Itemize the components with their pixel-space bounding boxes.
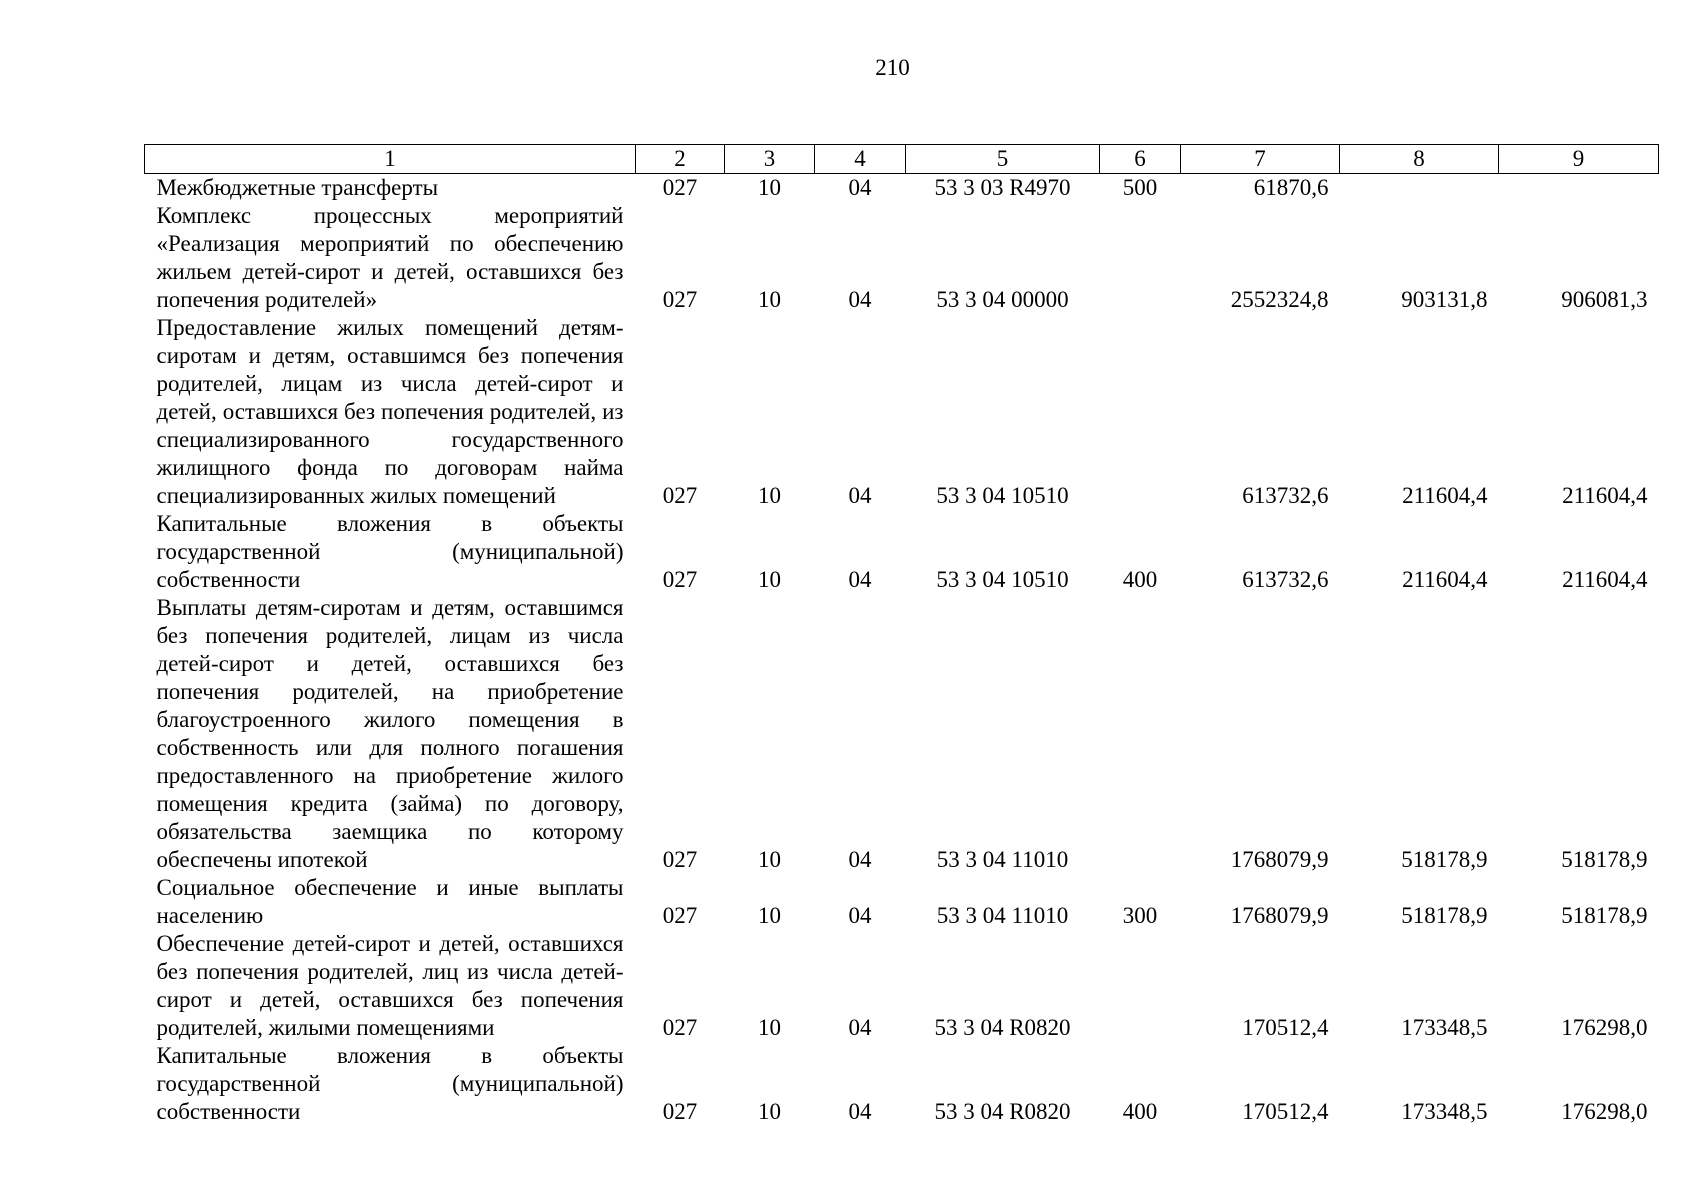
code-2-cell: 027	[662, 1015, 698, 1040]
column-header: 9	[1499, 145, 1659, 174]
code-5-cell: 53 3 03 R4970	[934, 175, 1071, 200]
code-4-cell: 04	[848, 483, 872, 508]
code-5-cell: 53 3 04 R0820	[934, 1015, 1071, 1040]
code-2-cell: 027	[662, 287, 698, 312]
code-5-cell: 53 3 04 10510	[936, 567, 1069, 592]
amount-7-cell: 2552324,8	[1230, 287, 1329, 312]
column-header: 6	[1100, 145, 1181, 174]
amount-8-cell: 173348,5	[1401, 1099, 1488, 1124]
code-5-cell: 53 3 04 R0820	[934, 1099, 1071, 1124]
amount-9-cell: 906081,3	[1561, 287, 1648, 312]
code-3-cell: 10	[758, 903, 781, 928]
code-2-cell: 027	[662, 175, 698, 200]
row-name-cell: Капитальные вложения в объекты государственной (муниципальной) собственности	[156, 1043, 624, 1124]
column-header: 8	[1340, 145, 1499, 174]
code-5-cell: 53 3 04 11010	[936, 903, 1069, 928]
amount-9-cell: 211604,4	[1562, 567, 1648, 592]
table-row	[145, 202, 1659, 314]
amount-9-cell: 518178,9	[1561, 903, 1648, 928]
column-header: 5	[906, 145, 1100, 174]
amount-8-cell: 173348,5	[1401, 1015, 1488, 1040]
code-3-cell: 10	[758, 847, 781, 872]
table-row	[145, 594, 1659, 874]
code-4-cell: 04	[848, 1015, 872, 1040]
table-row	[145, 174, 1659, 203]
amount-9-cell: 518178,9	[1561, 847, 1648, 872]
amount-8-cell: 518178,9	[1401, 903, 1488, 928]
header-row	[145, 145, 1659, 174]
code-4-cell: 04	[848, 287, 872, 312]
code-3-cell: 10	[758, 567, 781, 592]
amount-7-cell: 613732,6	[1242, 483, 1329, 508]
page-number: 210	[875, 55, 910, 80]
row-name-cell: Капитальные вложения в объекты государственной (муниципальной) собственности	[156, 511, 624, 592]
code-6-cell	[1100, 202, 1181, 314]
amount-8-cell: 903131,8	[1401, 287, 1488, 312]
table-row	[145, 1042, 1659, 1126]
table-body	[145, 174, 1659, 1127]
code-6-cell	[1100, 594, 1181, 874]
amount-9-cell: 176298,0	[1561, 1099, 1648, 1124]
row-name-cell: Предоставление жилых помещений детям-сиротам и детям, оставшимся без попечения родителей, лицам из числа детей-сирот и детей, оставшихся без попечения родителей, из специализированного государственного жилищного фонда по договорам найма специализированных жилых помещений	[156, 315, 624, 508]
code-2-cell: 027	[662, 903, 698, 928]
code-5-cell: 53 3 04 10510	[936, 483, 1069, 508]
code-6-cell: 400	[1122, 567, 1158, 592]
code-4-cell: 04	[848, 903, 872, 928]
table-row	[145, 930, 1659, 1042]
code-3-cell: 10	[758, 483, 781, 508]
column-header: 3	[725, 145, 815, 174]
column-header: 1	[145, 145, 636, 174]
amount-8-cell: 211604,4	[1402, 483, 1488, 508]
amount-7-cell: 61870,6	[1253, 175, 1329, 200]
row-name-cell: Комплекс процессных мероприятий «Реализация мероприятий по обеспечению жильем детей-сирот и детей, оставшихся без попечения родителей»	[156, 203, 624, 312]
budget-table	[144, 144, 1659, 1126]
amount-7-cell: 170512,4	[1242, 1015, 1329, 1040]
amount-7-cell: 1768079,9	[1230, 903, 1329, 928]
amount-8-cell	[1340, 174, 1499, 203]
code-3-cell: 10	[758, 1099, 781, 1124]
amount-7-cell: 170512,4	[1242, 1099, 1329, 1124]
code-6-cell	[1100, 930, 1181, 1042]
column-header: 7	[1181, 145, 1340, 174]
code-4-cell: 04	[848, 567, 872, 592]
table-row	[145, 510, 1659, 594]
code-3-cell: 10	[758, 175, 781, 200]
code-5-cell: 53 3 04 00000	[936, 287, 1069, 312]
code-6-cell: 500	[1122, 175, 1158, 200]
code-6-cell: 400	[1122, 1099, 1158, 1124]
row-name-cell: Социальное обеспечение и иные выплаты населению	[156, 875, 624, 928]
code-6-cell: 300	[1122, 903, 1158, 928]
code-2-cell: 027	[662, 483, 698, 508]
code-2-cell: 027	[662, 847, 698, 872]
amount-8-cell: 518178,9	[1401, 847, 1488, 872]
amount-9-cell: 211604,4	[1562, 483, 1648, 508]
row-name-cell: Межбюджетные трансферты	[156, 175, 439, 200]
amount-7-cell: 613732,6	[1242, 567, 1329, 592]
code-3-cell: 10	[758, 1015, 781, 1040]
row-name-cell: Обеспечение детей-сирот и детей, оставшихся без попечения родителей, лиц из числа детей-сирот и детей, оставшихся без попечения родителей, жилыми помещениями	[156, 931, 624, 1040]
code-4-cell: 04	[848, 175, 872, 200]
code-4-cell: 04	[848, 847, 872, 872]
code-6-cell	[1100, 314, 1181, 510]
column-header: 4	[815, 145, 906, 174]
amount-8-cell: 211604,4	[1402, 567, 1488, 592]
code-2-cell: 027	[662, 567, 698, 592]
amount-7-cell: 1768079,9	[1230, 847, 1329, 872]
row-name-cell: Выплаты детям-сиротам и детям, оставшимся без попечения родителей, лицам из числа детей-сирот и детей, оставшихся без попечения родителей, на приобретение благоустроенного жилого помещения в собственность или для полного погашения предоставленного на приобретение жилого помещения кредита (займа) по договору, обязательства заемщика по которому обеспечены ипотекой	[156, 595, 624, 872]
code-2-cell: 027	[662, 1099, 698, 1124]
column-header: 2	[636, 145, 725, 174]
code-4-cell: 04	[848, 1099, 872, 1124]
table-row	[145, 314, 1659, 510]
amount-9-cell: 176298,0	[1561, 1015, 1648, 1040]
code-5-cell: 53 3 04 11010	[936, 847, 1069, 872]
amount-9-cell	[1499, 174, 1659, 203]
table-row	[145, 874, 1659, 930]
code-3-cell: 10	[758, 287, 781, 312]
